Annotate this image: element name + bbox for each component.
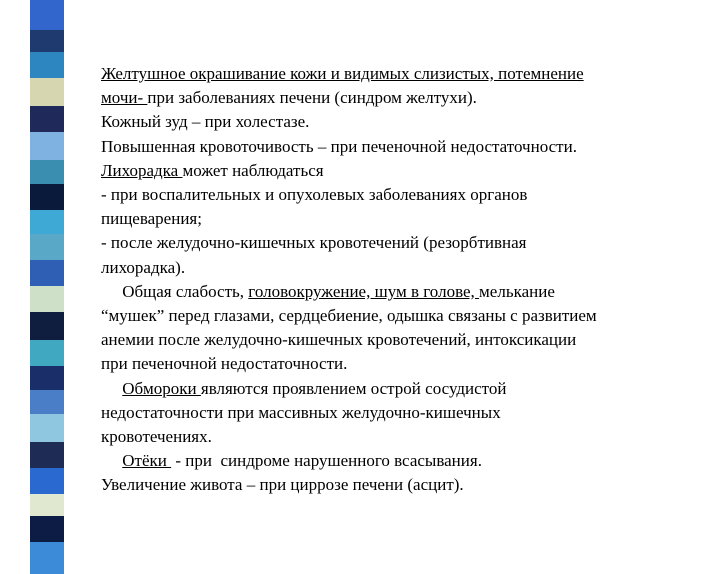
stripe-segment — [30, 30, 64, 52]
text-line: лихорадка). — [101, 257, 186, 277]
text-line — [101, 86, 701, 110]
dizziness-term: головокружение, шум в голове, — [248, 281, 480, 301]
stripe-segment — [30, 0, 64, 30]
text-line: анемии после желудочно-кишечных кровотечений, интоксикации — [101, 330, 577, 350]
stripe-segment — [30, 52, 64, 78]
text-segment: являются проявлением острой сосудистой — [200, 378, 507, 398]
stripe-segment — [30, 132, 64, 160]
text-line: - при воспалительных и опухолевых заболеваниях органов — [101, 185, 528, 205]
stripe-segment — [30, 542, 64, 574]
stripe-segment — [30, 340, 64, 366]
text-segment — [101, 451, 122, 470]
text-line: недостаточности при массивных желудочно-кишечных — [101, 402, 501, 422]
stripe-segment — [30, 414, 64, 442]
stripe-segment — [30, 106, 64, 132]
text-line: при печеночной недостаточности. — [101, 354, 348, 374]
stripe-segment — [30, 366, 64, 390]
stripe-segment — [30, 286, 64, 312]
text-line: Повышенная кровоточивость – при печеночной недостаточности. — [101, 136, 577, 156]
stripe-segment — [30, 390, 64, 414]
text-line: Увеличение живота – при циррозе печени (асцит). — [101, 475, 464, 495]
text-line: Кожный зуд – при холестазе. — [101, 112, 310, 132]
stripe-segment — [30, 234, 64, 260]
text-line: кровотечениях. — [101, 427, 212, 447]
text-segment — [101, 379, 122, 398]
stripe-segment — [30, 516, 64, 542]
text-line — [101, 280, 701, 304]
stripe-segment — [30, 210, 64, 234]
stripe-segment — [30, 184, 64, 210]
stripe-segment — [30, 494, 64, 516]
text-line: “мушек” перед глазами, сердцебиение, одышка связаны с развитием — [101, 306, 597, 326]
jaundice-term: Желтушное окрашивание кожи и видимых слизистых, потемнение — [101, 64, 584, 83]
decorative-stripe-bar — [30, 0, 64, 540]
stripe-segment — [30, 78, 64, 106]
edema-term: Отёки — [122, 451, 172, 471]
text-line — [101, 159, 701, 183]
text-segment: мелькание — [479, 281, 555, 301]
text-segment: - при синдроме нарушенного всасывания. — [171, 451, 482, 471]
stripe-segment — [30, 468, 64, 494]
text-line — [101, 449, 701, 473]
stripe-segment — [30, 312, 64, 340]
text-segment: при заболеваниях печени (синдром желтухи). — [147, 88, 477, 108]
stripe-segment — [30, 442, 64, 468]
urine-term: мочи- — [101, 88, 148, 108]
fever-term: Лихорадка — [101, 160, 183, 180]
fainting-term: Обмороки — [122, 378, 201, 398]
text-line: - после желудочно-кишечных кровотечений (резорбтивная — [101, 233, 527, 253]
stripe-segment — [30, 160, 64, 184]
text-segment: может наблюдаться — [182, 160, 324, 180]
text-line — [101, 377, 701, 401]
slide-text — [101, 62, 701, 498]
stripe-segment — [30, 260, 64, 286]
text-line: пищеварения; — [101, 209, 202, 229]
text-segment: Общая слабость, — [101, 281, 249, 301]
text-line — [101, 62, 701, 86]
